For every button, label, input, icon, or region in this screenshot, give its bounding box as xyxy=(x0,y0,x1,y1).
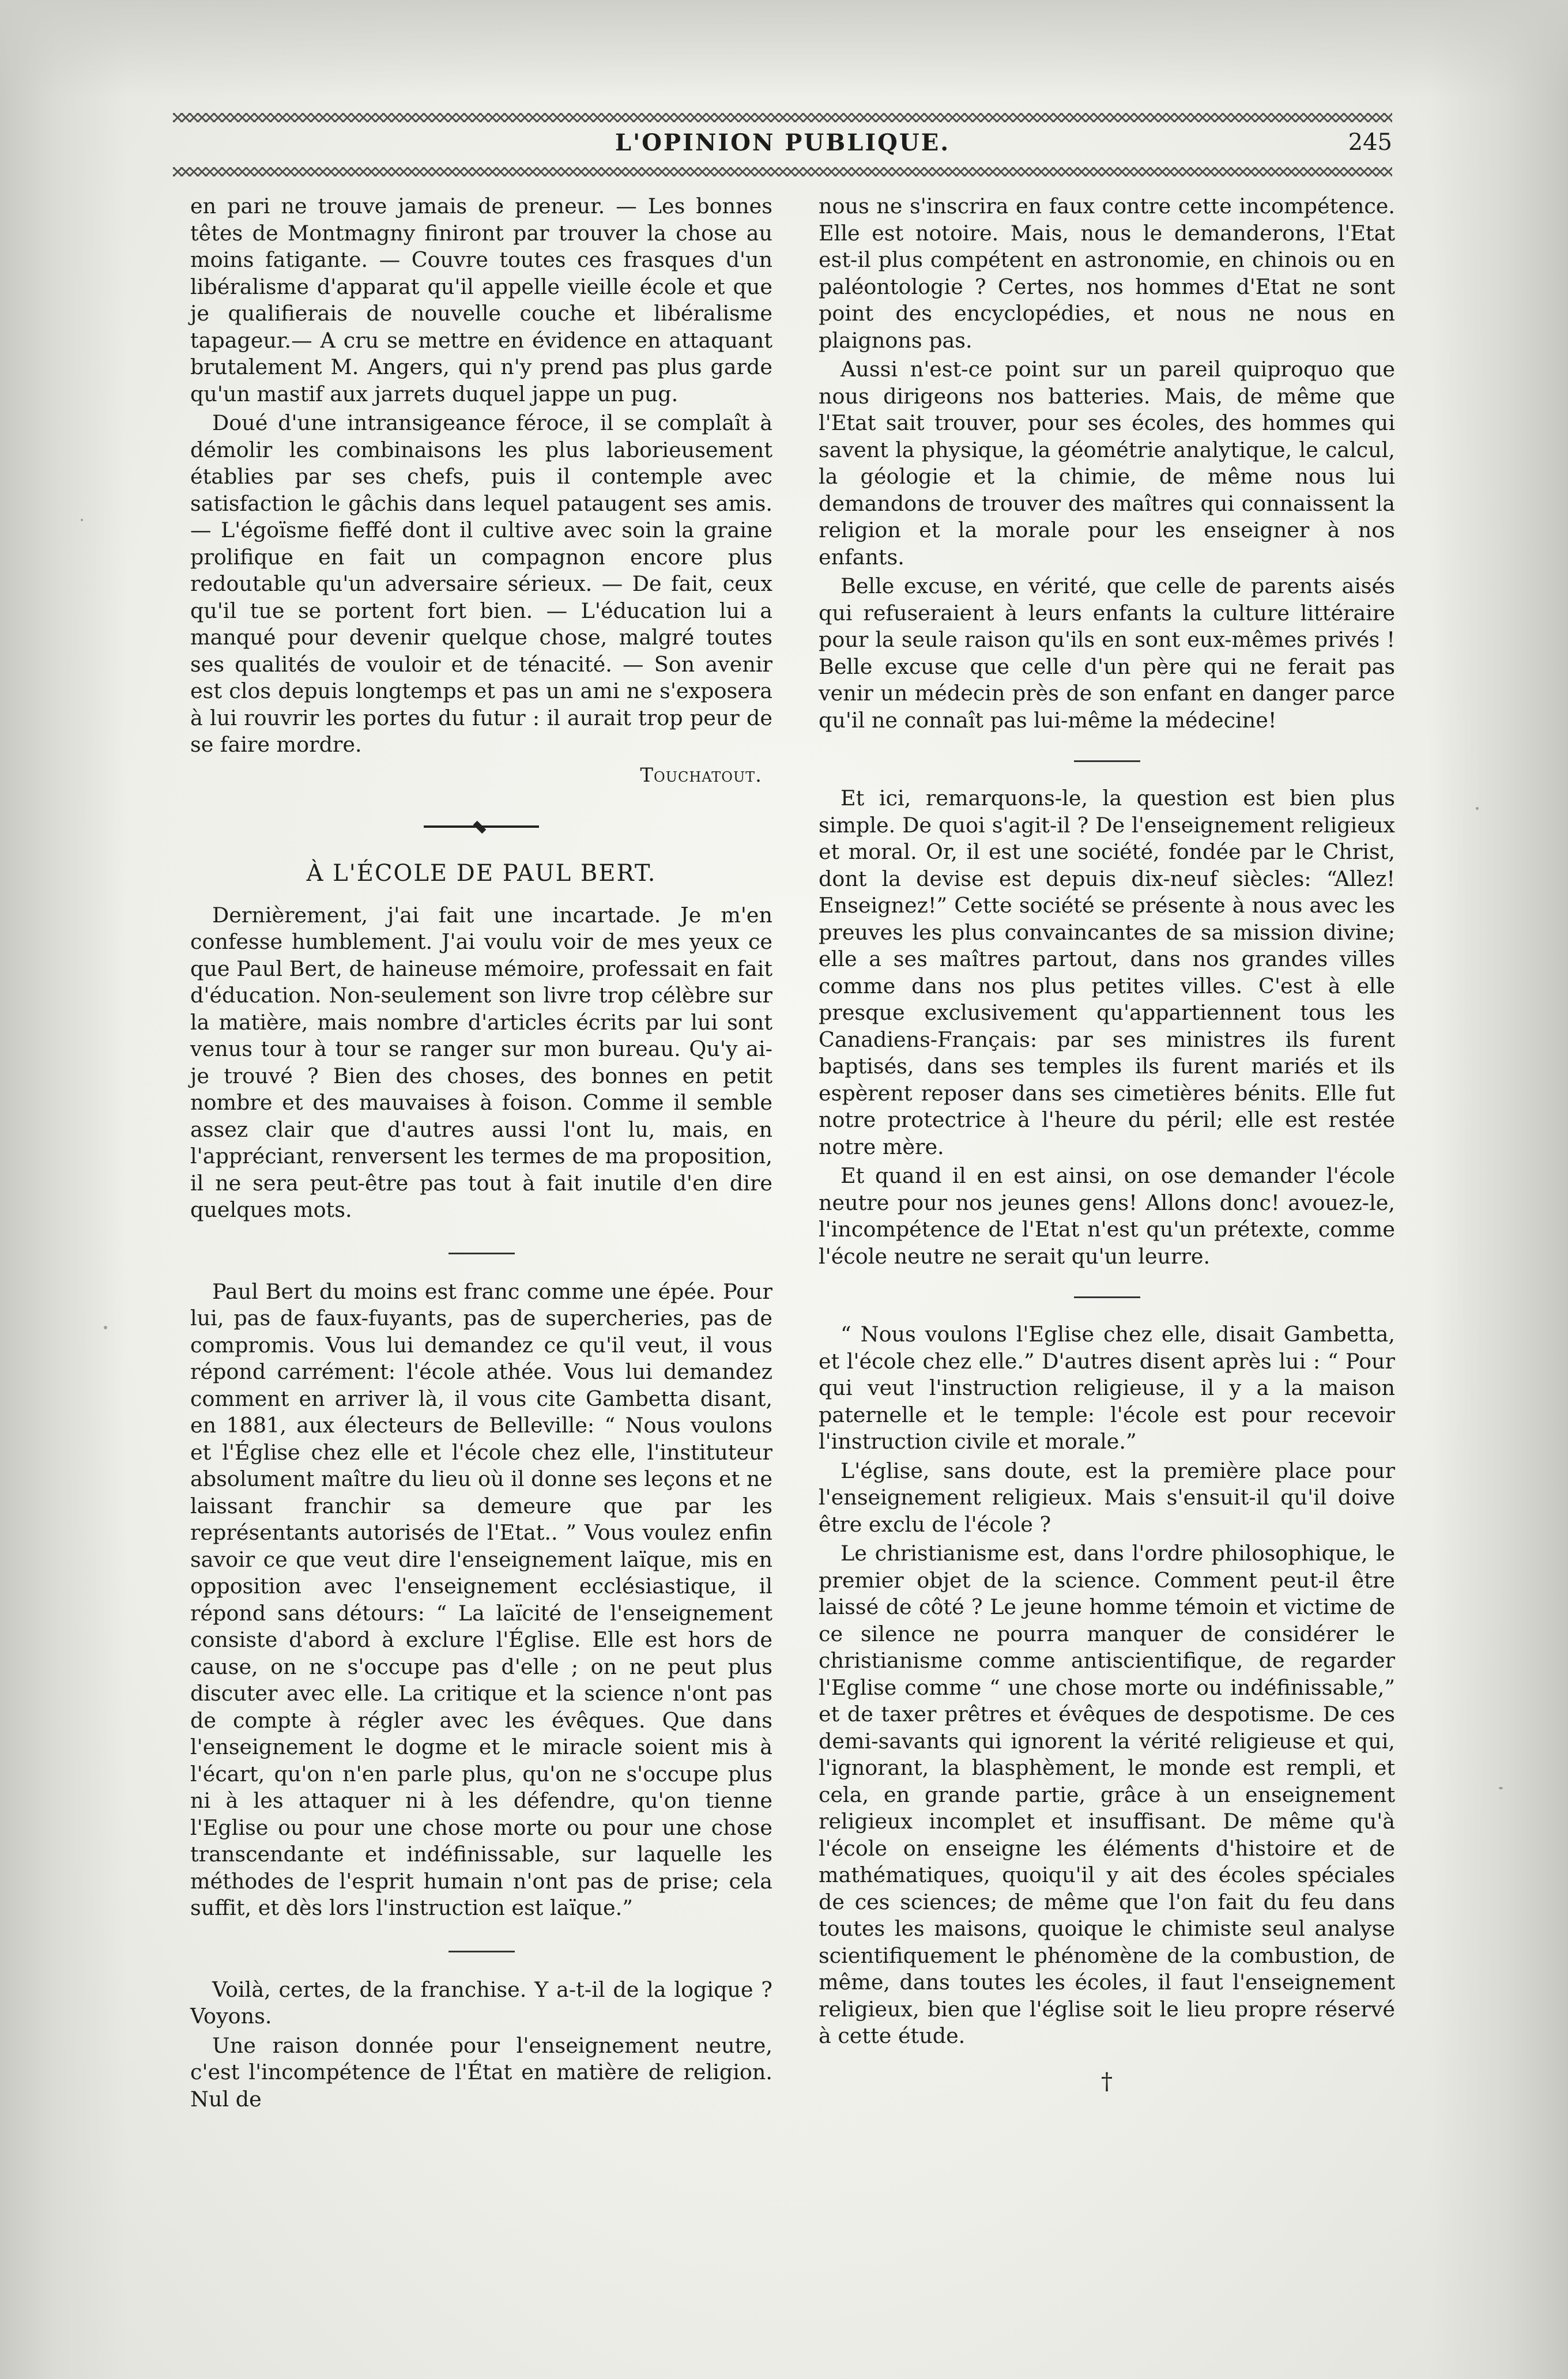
section-rule xyxy=(448,1253,515,1254)
article-title: À L'ÉCOLE DE PAUL BERT. xyxy=(306,860,657,887)
paragraph: Une raison donnée pour l'enseignement neutre, c'est l'incompétence de l'État en matière de religion. Nul de xyxy=(190,2033,772,2112)
paragraph: en pari ne trouve jamais de preneur. — Les bonnes têtes de Montmagny finiront par trouver la chose au moins fatigante. — Couvre toutes ces frasques d'un libéralisme d'apparat qu'il appelle vieille école et que je qualifierais de nouvelle couche et libéralisme tapageur.— A cru se mettre en évidence en attaquant brutalement M. Angers, qui n'y prend pas plus garde qu'un mastif aux jarrets duquel jappe un pug. xyxy=(190,194,772,406)
paragraph: Doué d'une intransigeance féroce, il se complaît à démolir les combinaisons les plus laborieusement établies par ses chefs, puis il contemple avec satisfaction le gâchis dans lequel pataugent ses amis. — L'égoïsme fieffé dont il cultive avec soin la graine prolifique en fait un compagnon encore plus redoutable qu'un adversaire sérieux. — De fait, ceux qu'il tue se portent fort bien. — L'éducation lui a manqué pour devenir quelque chose, malgré toutes ses qualités de vouloir et de ténacité. — Son avenir est clos depuis longtemps et pas un ami ne s'exposera à lui rouvrir les portes du futur : il aurait trop peur de se faire mordre. xyxy=(190,410,772,757)
paragraph: L'église, sans doute, est la première place pour l'enseignement religieux. Mais s'ensuit-il qu'il doive être exclu de l'école ? xyxy=(819,1458,1395,1537)
section-rule xyxy=(1074,1296,1140,1298)
paragraph: nous ne s'inscrira en faux contre cette incompétence. Elle est notoire. Mais, nous le demanderons, l'Etat est-il plus compétent en astronomie, en chinois ou en paléontologie ? Certes, nos hommes d'Etat ne sont point des encyclopédies, et nous ne nous en plaignons pas. xyxy=(819,194,1395,353)
page-header xyxy=(173,128,1392,163)
ornamental-rule-top xyxy=(173,113,1392,122)
left-column xyxy=(190,193,772,2113)
section-rule xyxy=(448,1951,515,1952)
scan-shadow-top xyxy=(0,0,1568,98)
page-title: L'OPINION PUBLIQUE. xyxy=(615,129,951,156)
right-column xyxy=(819,193,1395,2095)
paragraph: Le christianisme est, dans l'ordre philosophique, le premier objet de la science. Comment peut-il être laissé de côté ? Le jeune homme témoin et victime de ce silence ne pourra manquer de considérer le christianisme comme antiscientifique, de regarder l'Eglise comme “ une chose morte ou indéfinissable,” et de taxer prêtres et évêques de despotisme. De ces demi-savants qui ignorent la vérité religieuse et qui, l'ignorant, la blasphèment, le monde est rempli, et cela, en grande partie, grâce à un enseignement religieux incomplet et insuffisant. De même qu'à l'école on enseigne les éléments d'histoire et de mathématiques, quoiqu'il y ait des écoles spéciales de ces sciences; de même que l'on fait du feu dans toutes les maisons, quoique le chimiste seul analyse scientifiquement le phénomène de la combustion, de même, dans toutes les écoles, il faut l'enseignement religieux, bien que l'église soit le lieu propre réservé à cette étude. xyxy=(819,1541,1395,2048)
section-divider-ornament xyxy=(424,820,539,834)
scan-shadow-right xyxy=(1430,0,1568,2379)
end-ornament: † xyxy=(1101,2068,1113,2095)
scan-speck xyxy=(104,1326,107,1329)
scan-speck xyxy=(1476,807,1479,810)
paragraph: Paul Bert du moins est franc comme une épée. Pour lui, pas de faux-fuyants, pas de supercheries, pas de compromis. Vous lui demandez ce qu'il veut, il vous répond carrément: l'école athée. Vous lui demandez comment en arriver là, il vous cite Gambetta disant, en 1881, aux électeurs de Belleville: “ Nous voulons et l'Église chez elle et l'école chez elle, l'instituteur absolument maître du lieu où il donne ses leçons et ne laissant franchir sa demeure que par les représentants autorisés de l'Etat.. ” Vous voulez enfin savoir ce que veut dire l'enseignement laïque, mis en opposition avec l'enseignement ecclésiastique, il répond sans détours: “ La laïcité de l'enseignement consiste d'abord à exclure l'Église. Elle est hors de cause, on ne s'occupe pas d'elle ; on ne peut plus discuter avec elle. La critique et la science n'ont pas de compte à régler avec les évêques. Que dans l'enseignement le dogme et le miracle soient mis à l'écart, qu'on n'en parle plus, qu'on ne s'occupe plus ni à les attaquer ni à les défendre, qu'on tienne l'Eglise ou pour une chose morte ou pour une chose transcendante et indéfinissable, sur laquelle les méthodes de l'esprit humain n'ont pas de prise; cela suffit, et dès lors l'instruction est laïque.” xyxy=(190,1279,772,1920)
signature: Touchatout. xyxy=(640,763,762,787)
scan-speck xyxy=(1499,1787,1503,1789)
paragraph: Dernièrement, j'ai fait une incartade. Je m'en confesse humblement. J'ai voulu voir de mes yeux ce que Paul Bert, de haineuse mémoire, professait en fait d'éducation. Non-seulement son livre trop célèbre sur la matière, mais nombre d'articles écrits par lui sont venus tour à tour se ranger sur mon bureau. Qu'y ai-je trouvé ? Bien des choses, des bonnes en petit nombre et des mauvaises à foison. Comme il semble assez clair que d'autres aussi l'ont lu, mais, en l'appréciant, renversent les termes de ma proposition, il ne sera peut-être pas tout à fait inutile d'en dire quelques mots. xyxy=(190,902,772,1222)
scan-speck xyxy=(81,519,83,521)
paragraph: Aussi n'est-ce point sur un pareil quiproquo que nous dirigeons nos batteries. Mais, de même que l'Etat sait trouver, pour ses écoles, des hommes qui savent la physique, la géométrie analytique, le calcul, la géologie et la chimie, de même nous lui demandons de trouver des maîtres qui connaissent la religion et la morale pour les enseigner à nos enfants. xyxy=(819,357,1395,570)
paragraph: Et ici, remarquons-le, la question est bien plus simple. De quoi s'agit-il ? De l'enseignement religieux et moral. Or, il est une société, fondée par le Christ, dont la devise est depuis dix-neuf siècles: “Allez! Enseignez!” Cette société se présente à nous avec les preuves les plus convaincantes de sa mission divine; elle a ses maîtres partout, dans nos grandes villes comme dans nos plus petites villes. C'est à elle presque exclusivement qu'appartiennent tous les Canadiens-Français: par ses ministres ils furent baptisés, dans ses temples ils furent mariés et ils espèrent reposer dans ses cimetières bénits. Elle fut notre protectrice à l'heure du péril; elle est restée notre mère. xyxy=(819,786,1395,1159)
paragraph: Belle excuse, en vérité, que celle de parents aisés qui refuseraient à leurs enfants la culture littéraire pour la seule raison qu'ils en sont eux-mêmes privés ! Belle excuse que celle d'un père qui ne ferait pas venir un médecin près de son enfant en danger parce qu'il ne connaît pas lui-même la médecine! xyxy=(819,574,1395,733)
ornamental-rule-bottom xyxy=(173,167,1392,176)
section-rule xyxy=(1074,760,1140,762)
paragraph: Voilà, certes, de la franchise. Y a-t-il de la logique ? Voyons. xyxy=(190,1977,772,2029)
paragraph: “ Nous voulons l'Eglise chez elle, disait Gambetta, et l'école chez elle.” D'autres disent après lui : “ Pour qui veut l'instruction religieuse, il y a la maison paternelle et le temple: l'école est pour recevoir l'instruction civile et morale.” xyxy=(819,1322,1395,1454)
page-number: 245 xyxy=(1348,129,1392,156)
scan-shadow-left xyxy=(0,0,127,2379)
paragraph: Et quand il en est ainsi, on ose demander l'école neutre pour nos jeunes gens! Allons donc! avouez-le, l'incompétence de l'Etat n'est qu'un prétexte, comme l'école neutre ne serait qu'un leurre. xyxy=(819,1163,1395,1269)
